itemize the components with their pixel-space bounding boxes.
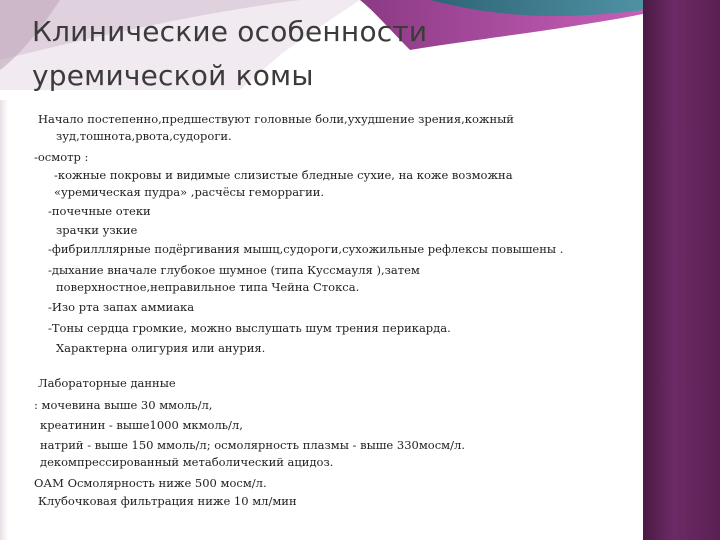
text-line: зуд,тошнота,рвота,судороги. xyxy=(56,129,232,143)
slide-title xyxy=(32,10,592,98)
slide-title-line2: уремической комы xyxy=(32,59,314,92)
text-line: Характерна олигурия или анурия. xyxy=(56,341,266,355)
text-line: Лабораторные данные xyxy=(38,376,176,390)
text-line: натрий - выше 150 ммоль/л; осмолярность плазмы - выше 330мосм/л. xyxy=(40,438,465,452)
right-decor-panel xyxy=(643,0,720,540)
text-line: -кожные покровы и видимые слизистые бледные сухие, на коже возможна xyxy=(54,168,513,182)
text-line: -осмотр : xyxy=(34,150,89,164)
text-line: креатинин - выше1000 мкмоль/л, xyxy=(40,418,243,432)
text-line: -дыхание вначале глубокое шумное (типа Куссмауля ),затем xyxy=(48,263,420,277)
text-line: Клубочковая фильтрация ниже 10 мл/мин xyxy=(38,494,297,508)
text-line: -почечные отеки xyxy=(48,204,151,218)
text-line: декомпрессированный метаболический ацидоз. xyxy=(40,455,334,469)
text-line: -фибрилллярные подёргивания мышц,судороги,сухожильные рефлексы повышены . xyxy=(48,242,564,256)
text-line: Начало постепенно,предшествуют головные боли,ухудшение зрения,кожный xyxy=(38,112,514,126)
text-line: : мочевина выше 30 ммоль/л, xyxy=(34,398,213,412)
text-line: -Тоны сердца громкие, можно выслушать шум трения перикарда. xyxy=(48,321,451,335)
text-line: «уремическая пудра» ,расчёсы геморрагии. xyxy=(54,185,325,199)
text-line: -Изо рта запах аммиака xyxy=(48,300,195,314)
slide-title-line1: Клинические особенности xyxy=(32,15,428,48)
left-edge-shade xyxy=(0,100,8,540)
text-line: ОАМ Осмолярность ниже 500 мосм/л. xyxy=(34,476,267,490)
text-line: зрачки узкие xyxy=(56,223,138,237)
text-line: поверхностное,неправильное типа Чейна Стокса. xyxy=(56,280,360,294)
